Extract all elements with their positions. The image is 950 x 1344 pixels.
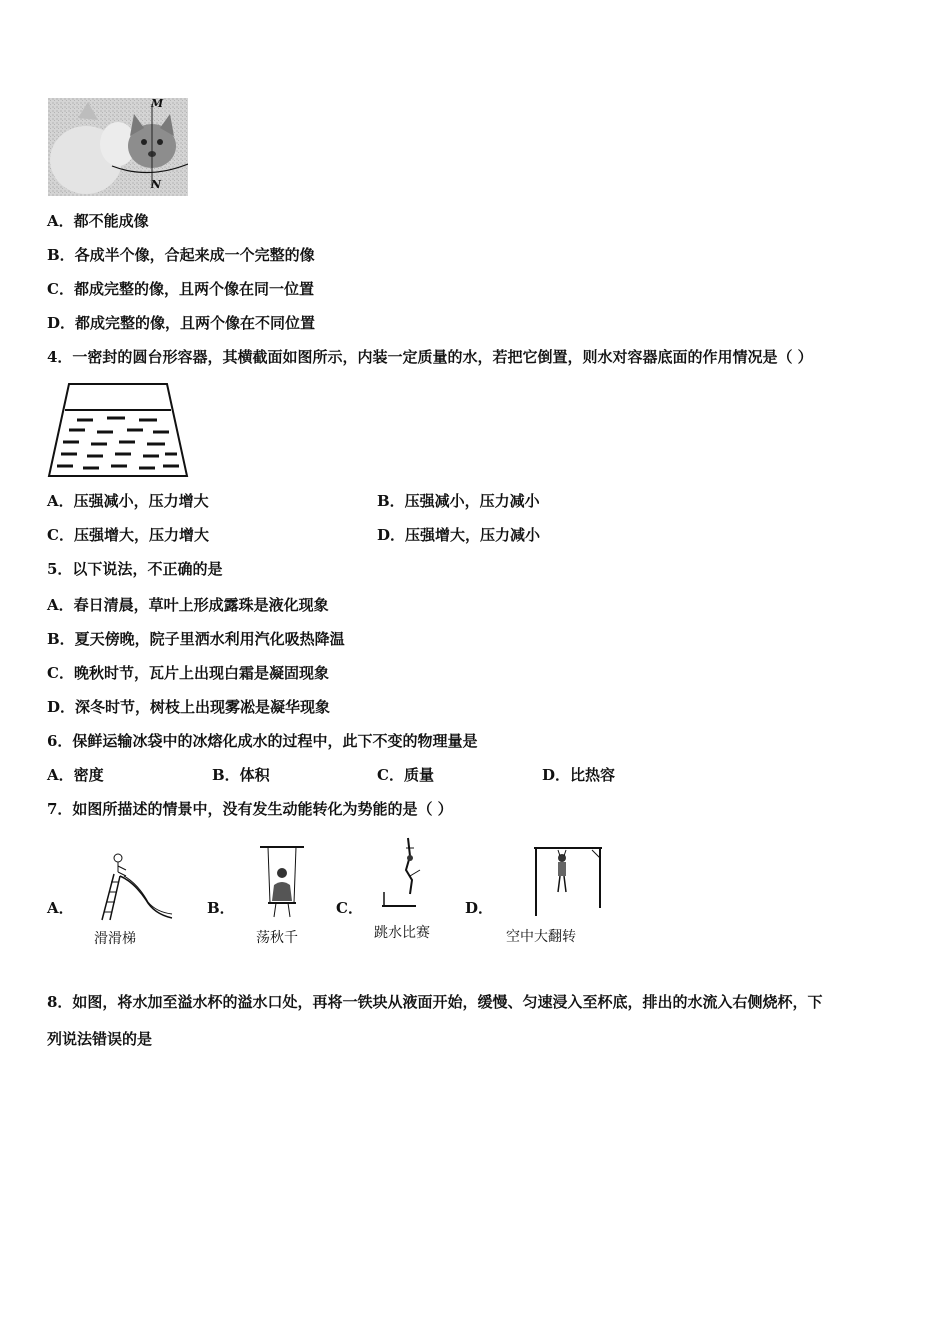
- q5-stem: 5．以下说法，不正确的是: [47, 560, 223, 578]
- frustum-container-figure: [47, 382, 189, 478]
- q5-option-c: C．晚秋时节，瓦片上出现白霜是凝固现象: [47, 664, 329, 682]
- q8-stem-line1: 8．如图，将水加至溢水杯的溢水口处，再将一铁块从液面开始，缓慢、匀速浸入至杯底，排出的水流入右侧烧杯，下: [47, 993, 823, 1011]
- q7-caption-c: 跳水比赛: [374, 925, 430, 941]
- mirror-label-m: M: [151, 97, 164, 110]
- high-bar-figure: [530, 846, 606, 918]
- cat-mirror-figure: [48, 98, 188, 196]
- q4-stem: 4．一密封的圆台形容器，其横截面如图所示，内装一定质量的水，若把它倒置，则水对容器底面的作用情况是（ ）: [47, 348, 813, 366]
- q6-stem: 6．保鲜运输冰袋中的冰熔化成水的过程中，此下不变的物理量是: [47, 732, 478, 750]
- q7-caption-d: 空中大翻转: [506, 929, 576, 945]
- q7-stem: 7．如图所描述的情景中，没有发生动能转化为势能的是（ ）: [47, 800, 453, 818]
- q7-letter-c: C．: [336, 899, 363, 917]
- q4-option-a: A．压强减小，压力增大: [47, 492, 209, 510]
- q6-option-b: B．体积: [212, 766, 270, 784]
- diving-figure: [376, 836, 436, 920]
- q7-letter-d: D．: [465, 899, 494, 917]
- swing-figure: [258, 845, 308, 921]
- q8-stem-line2: 列说法错误的是: [47, 1030, 153, 1048]
- q5-option-b: B．夏天傍晚，院子里洒水利用汽化吸热降温: [47, 630, 345, 648]
- q3-option-a: A．都不能成像: [47, 212, 149, 230]
- q6-option-a: A．密度: [47, 766, 104, 784]
- q4-option-d: D．压强增大，压力减小: [377, 526, 541, 544]
- q7-letter-b: B．: [207, 899, 235, 917]
- q7-letter-a: A．: [47, 899, 74, 917]
- q7-caption-b: 荡秋千: [256, 930, 298, 946]
- q5-option-a: A．春日清晨，草叶上形成露珠是液化现象: [47, 596, 329, 614]
- q7-caption-a: 滑滑梯: [94, 931, 136, 947]
- q4-option-b: B．压强减小，压力减小: [377, 492, 540, 510]
- q3-option-d: D．都成完整的像，且两个像在不同位置: [47, 314, 316, 332]
- mirror-label-n: N: [151, 178, 162, 191]
- q3-option-c: C．都成完整的像，且两个像在同一位置: [47, 280, 314, 298]
- q6-option-c: C．质量: [377, 766, 434, 784]
- q4-option-c: C．压强增大，压力增大: [47, 526, 209, 544]
- q3-option-b: B．各成半个像，合起来成一个完整的像: [47, 246, 315, 264]
- slide-figure: [88, 852, 174, 922]
- q6-option-d: D．比热容: [542, 766, 616, 784]
- q5-option-d: D．深冬时节，树枝上出现雾凇是凝华现象: [47, 698, 331, 716]
